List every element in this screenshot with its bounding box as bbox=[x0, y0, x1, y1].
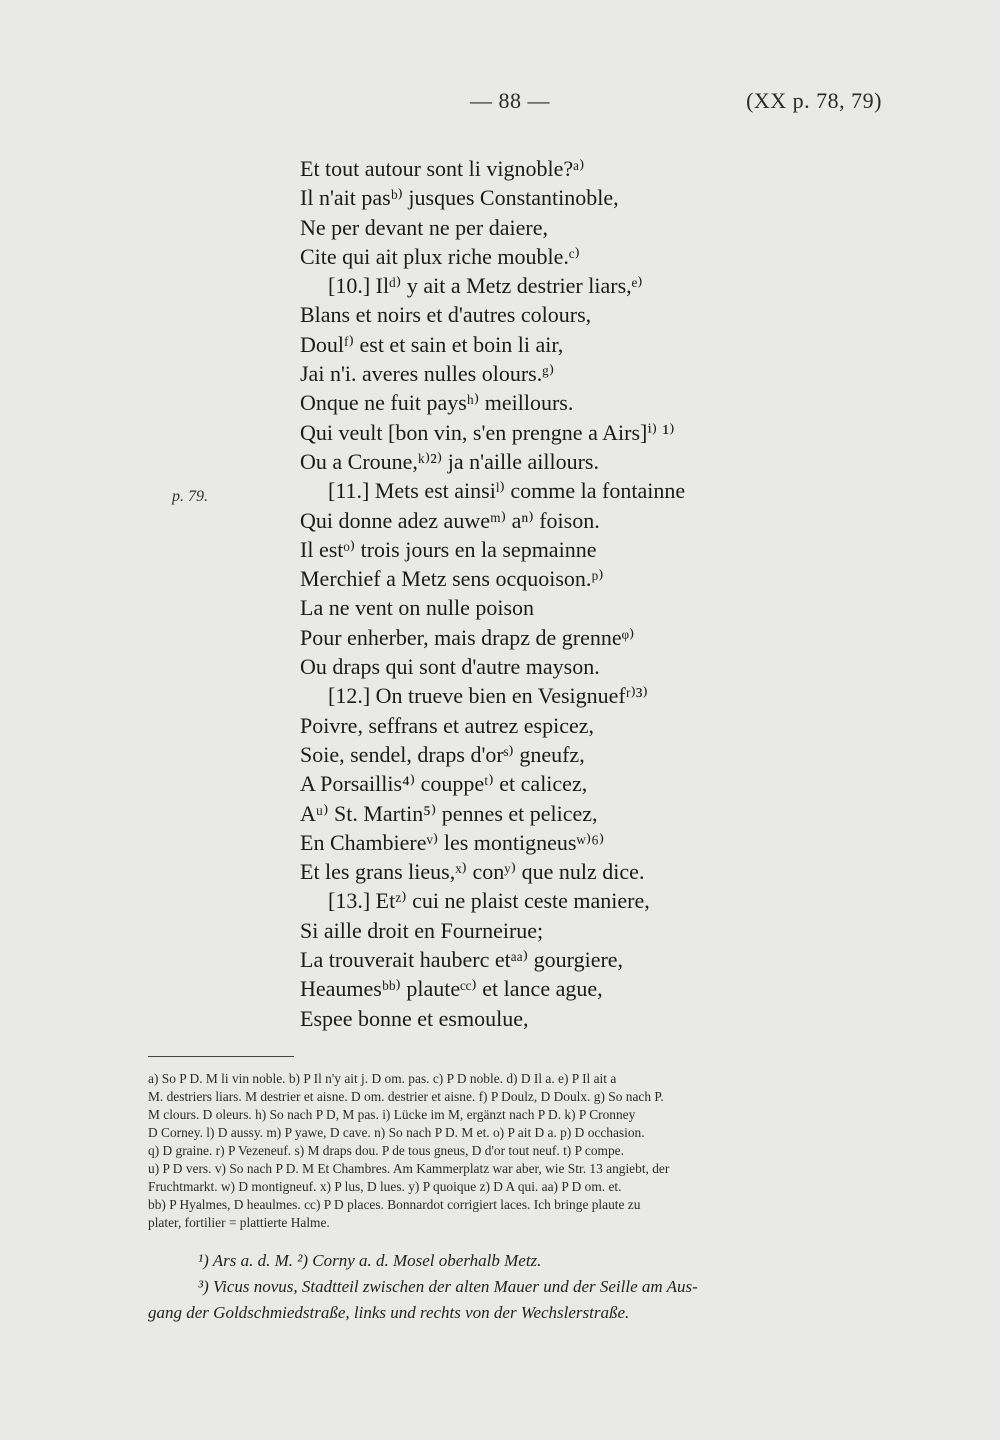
verse-line: Soie, sendel, draps d'orˢ⁾ gneufz, bbox=[300, 741, 585, 767]
apparatus-line: D Corney. l) D aussy. m) P yawe, D cave. n) So nach P D. M et. o) P ait D a. p) D occhasion. bbox=[148, 1125, 645, 1140]
verse-line: A Porsaillis⁴⁾ couppeᵗ⁾ et calicez, bbox=[300, 771, 588, 797]
verse-line: Il estᵒ⁾ trois jours en la sepmainne bbox=[300, 536, 597, 562]
stanza-start-line: [10.] Ilᵈ⁾ y ait a Metz destrier liars,ᵉ⁾ bbox=[328, 273, 643, 299]
apparatus-line: bb) P Hyalmes, D heaulmes. cc) P D places. Bonnardot corrigiert laces. Ich bringe plaute zu bbox=[148, 1197, 641, 1212]
apparatus-line: plater, fortilier = plattierte Halme. bbox=[148, 1215, 330, 1230]
stanza-start-line: [13.] Etᶻ⁾ cui ne plaist ceste maniere, bbox=[328, 888, 650, 914]
verse-block bbox=[300, 154, 860, 1033]
verse-line: Aᵘ⁾ St. Martin⁵⁾ pennes et pelicez, bbox=[300, 800, 598, 826]
verse-line: Ou draps qui sont d'autre mayson. bbox=[300, 654, 600, 680]
verse-line: Merchief a Metz sens ocquoison.ᵖ⁾ bbox=[300, 566, 604, 592]
verse-line: Pour enherber, mais drapz de grenneᵠ⁾ bbox=[300, 624, 635, 650]
verse-line: Jai n'i. averes nulles olours.ᵍ⁾ bbox=[300, 361, 555, 387]
verse-line: Doulᶠ⁾ est et sain et boin li air, bbox=[300, 331, 564, 357]
apparatus-line: M. destriers liars. M destrier et aisne. D om. destrier et aisne. f) P Doulz, D Doulx. g) So nach P. bbox=[148, 1089, 664, 1104]
footnote-line: gang der Goldschmiedstraße, links und rechts von der Wechslerstraße. bbox=[148, 1303, 630, 1322]
verse-line: Ou a Croune,ᵏ⁾²⁾ ja n'aille aillours. bbox=[300, 448, 599, 474]
footnotes bbox=[148, 1248, 898, 1326]
verse-line: Qui donne adez auweᵐ⁾ aⁿ⁾ foison. bbox=[300, 507, 600, 533]
apparatus-line: q) D graine. r) P Vezeneuf. s) M draps dou. P de tous gneus, D d'or tout neuf. t) P compe. bbox=[148, 1143, 624, 1158]
verse-line: Ne per devant ne per daiere, bbox=[300, 214, 548, 240]
apparatus-line: u) P D vers. v) So nach P D. M Et Chambres. Am Kammerplatz war aber, wie Str. 13 angiebt, der bbox=[148, 1161, 670, 1176]
footnote-line: ³) Vicus novus, Stadtteil zwischen der alten Mauer und der Seille am Aus- bbox=[198, 1277, 698, 1296]
verse-line: Et tout autour sont li vignoble?ᵃ⁾ bbox=[300, 156, 585, 181]
apparatus-line: M clours. D oleurs. h) So nach P D, M pas. i) Lücke im M, ergänzt nach P D. k) P Cronney bbox=[148, 1107, 636, 1122]
verse-line: La trouverait hauberc etᵃᵃ⁾ gourgiere, bbox=[300, 947, 624, 973]
verse-line: La ne vent on nulle poison bbox=[300, 595, 535, 621]
apparatus-line: Fruchtmarkt. w) D montigneuf. x) P lus, D lues. y) P quoique z) D A qui. aa) P D om. et. bbox=[148, 1179, 622, 1194]
apparatus-line: a) So P D. M li vin noble. b) P Il n'y ait j. D om. pas. c) P D noble. d) D Il a. e) P Il ait a bbox=[148, 1071, 617, 1086]
verse-line: Heaumesᵇᵇ⁾ plauteᶜᶜ⁾ et lance ague, bbox=[300, 976, 603, 1002]
verse-line: Qui veult [bon vin, s'en prengne a Airs]ⁱ⁾ ¹⁾ bbox=[300, 419, 675, 445]
verse-line: Poivre, seffrans et autrez espicez, bbox=[300, 712, 595, 738]
page-reference: (XX p. 78, 79) bbox=[746, 88, 882, 113]
margin-page-note: p. 79. bbox=[172, 488, 208, 505]
stanza-start-line: [12.] On trueve bien en Vesignuefʳ⁾³⁾ bbox=[328, 683, 648, 709]
verse-line: Onque ne fuit paysʰ⁾ meillours. bbox=[300, 390, 574, 416]
verse-line: Blans et noirs et d'autres colours, bbox=[300, 302, 592, 328]
verse-line: Cite qui ait plux riche mouble.ᶜ⁾ bbox=[300, 243, 580, 269]
verse-line: Espee bonne et esmoulue, bbox=[300, 1005, 529, 1031]
verse-line: Il n'ait pasᵇ⁾ jusques Constantinoble, bbox=[300, 185, 619, 211]
footnote-line: ¹) Ars a. d. M. ²) Corny a. d. Mosel oberhalb Metz. bbox=[198, 1251, 542, 1270]
verse-line: Et les grans lieus,ˣ⁾ conʸ⁾ que nulz dice. bbox=[300, 859, 645, 885]
stanza-start-line: [11.] Mets est ainsiˡ⁾ comme la fontainne bbox=[328, 478, 686, 504]
page-number: — 88 — bbox=[470, 88, 550, 113]
verse-line: En Chambiereᵛ⁾ les montigneusʷ⁾⁶⁾ bbox=[300, 829, 605, 855]
critical-apparatus bbox=[148, 1070, 893, 1232]
verse-line: Si aille droit en Fourneirue; bbox=[300, 917, 544, 943]
footnote-divider bbox=[148, 1056, 294, 1057]
